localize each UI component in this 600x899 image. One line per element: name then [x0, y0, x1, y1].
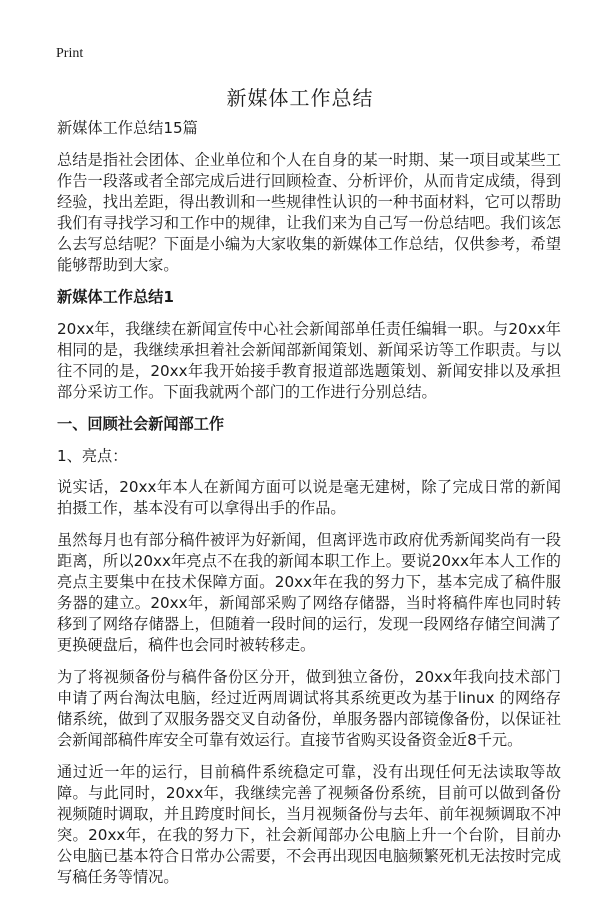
paragraph: 为了将视频备份与稿件备份区分开，做到独立备份，20xx年我向技术部门申请了两台淘汰电脑，经过近两周调试将其系统更改为基于linux 的网络存储系统，做到了双服务器交叉自动备份，单服务器内部镜像备份，以保证社会新闻部稿件库安全可靠有效运行。直接节省购买设备资金近8千元。 [57, 668, 561, 749]
section-heading: 新媒体工作总结1 [57, 288, 174, 306]
paragraph: 虽然每月也有部分稿件被评为好新闻，但离评选市政府优秀新闻奖尚有一段距离，所以20xx年亮点不在我的新闻本职工作上。要说20xx年本人工作的亮点主要集中在技术保障方面。20xx年在我的努力下，基本完成了稿件服务器的建立。20xx年，新闻部采购了网络存储器，当时将稿件库也同时转移到了网络存储器上，但随着一段时间的运行，发现一段网络存储空间满了更换硬盘后，稿件也会同时被转移走。 [57, 531, 561, 654]
document-body [57, 118, 561, 899]
subtitle: 新媒体工作总结15篇 [57, 119, 198, 137]
part-heading: 一、回顾社会新闻部工作 [57, 415, 225, 433]
paragraph: 20xx年，我继续在新闻宣传中心社会新闻部单任责任编辑一职。与20xx年相同的是，我继续承担着社会新闻部新闻策划、新闻采访等工作职责。与以往不同的是，20xx年我开始接手教育报道部选题策划、新闻安排以及承担部分采访工作。下面我就两个部门的工作进行分别总结。 [57, 320, 561, 401]
sub-heading: 1、亮点： [57, 447, 128, 465]
print-link[interactable]: Print [56, 46, 84, 61]
paragraph: 通过近一年的运行，目前稿件系统稳定可靠，没有出现任何无法读取等故障。与此同时，20xx年，我继续完善了视频备份系统，目前可以做到备份视频随时调取，并且跨度时间长，当月视频备份与去年、前年视频调取不冲突。20xx年，在我的努力下，社会新闻部办公电脑上升一个台阶，目前办公电脑已基本符合日常办公需要，不会再出现因电脑频繁死机无法按时完成写稿任务等情况。 [57, 763, 561, 886]
paragraph: 说实话，20xx年本人在新闻方面可以说是毫无建树，除了完成日常的新闻拍摄工作，基本没有可以拿得出手的作品。 [57, 478, 561, 517]
intro-paragraph: 总结是指社会团体、企业单位和个人在自身的某一时期、某一项目或某些工作告一段落或者全部完成后进行回顾检查、分析评价，从而肯定成绩，得到经验，找出差距，得出教训和一些规律性认识的一种书面材料，它可以帮助我们有寻找学习和工作中的规律，让我们来为自己写一份总结吧。我们该怎么去写总结呢？下面是小编为大家收集的新媒体工作总结，仅供参考，希望能够帮助到大家。 [57, 151, 561, 274]
page-title: 新媒体工作总结 [226, 86, 374, 110]
